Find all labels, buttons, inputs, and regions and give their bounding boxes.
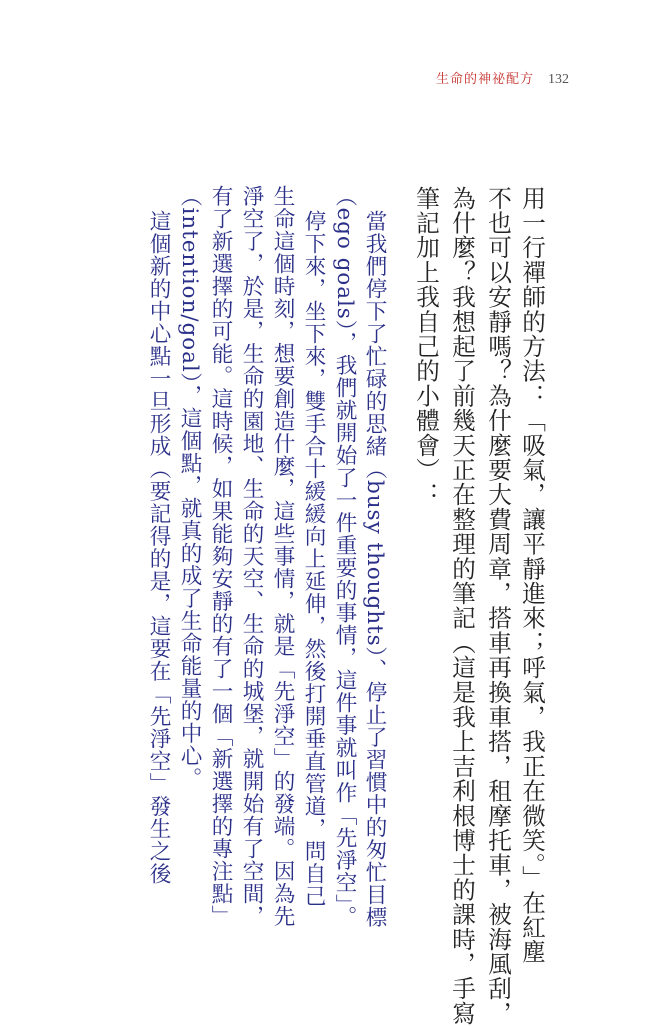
blue-column-4: 生命這個時刻，想要創造什麼，這些事情，就是「先淨空」的發端。因為先 <box>270 185 295 928</box>
text-column-1: 用一行禪師的方法：「吸氣，讓平靜進來；呼氣，我正在微笑。」在紅塵 <box>518 186 546 965</box>
blue-column-1: 當我們停下了忙碌的思緒（busy thoughts）、停止了習慣中的匆忙目標 <box>362 210 387 929</box>
running-header <box>436 68 569 88</box>
blue-column-5: 淨空了，於是，生命的園地、生命的天空、生命的城堡，就開始有了空間， <box>239 185 264 928</box>
blue-column-8: 這個新的中心點一旦形成（要記得的是，這要在「先淨空」發生之後 <box>146 210 171 885</box>
text-column-2: 不也可以安靜嗎？為什麼要大費周章，搭車再換車搭，租摩托車，被海風刮， <box>484 186 512 1026</box>
blue-column-3: 停下來，坐下來，雙手合十緩緩向上延伸，然後打開垂直管道，問自己 <box>301 210 326 908</box>
text-column-4: 筆記加上我自己的小體會）： <box>412 186 440 508</box>
book-title: 生命的神祕配方 <box>435 72 534 87</box>
blue-column-7: （intention/goal），這個點，就真的成了生命能量的中心。 <box>177 185 202 790</box>
text-column-3: 為什麼？我想起了前幾天正在整理的筆記（這是我上吉利根博士的課時，手寫 <box>448 186 476 1026</box>
page-number: 132 <box>548 72 569 87</box>
blue-column-2: （ego goals），我們就開始了一件重要的事情，這件事就叫作「先淨空」。 <box>332 185 357 929</box>
blue-column-6: 有了新選擇的可能。這時候，如果能夠安靜的有了一個「新選擇的專注點」 <box>208 185 233 928</box>
